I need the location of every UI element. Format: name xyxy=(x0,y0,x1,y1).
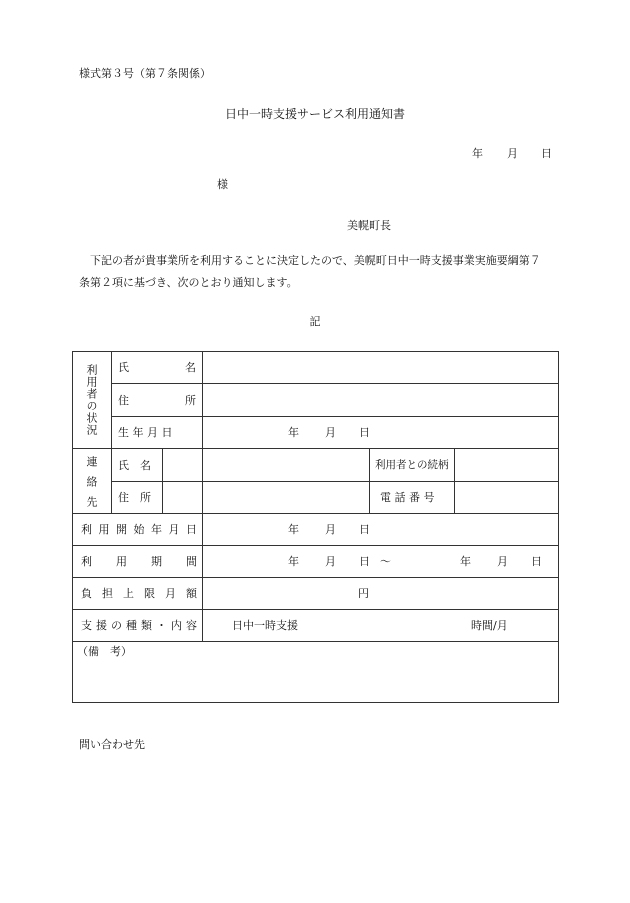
document-title: 日中一時支援サービス利用通知書 xyxy=(224,107,405,121)
notification-form-table xyxy=(72,351,559,703)
addressee-suffix: 様 xyxy=(217,178,228,191)
address-label: 住 所 xyxy=(118,394,196,407)
start-day: 日 xyxy=(359,523,370,536)
issuer: 美幌町長 xyxy=(347,219,391,232)
name-label: 氏 名 xyxy=(118,361,196,374)
period-end-month: 月 xyxy=(497,555,508,568)
period-start-month: 月 xyxy=(325,555,336,568)
row-line xyxy=(111,383,558,384)
support-type-label: 支援の種類・内容 xyxy=(81,619,197,632)
ki-heading: 記 xyxy=(309,315,321,328)
body-text-line-1: 下記の者が貴事業所を利用することに決定したので、美幌町日中一時支援事業実施要綱第７ xyxy=(90,254,541,267)
row-line xyxy=(73,513,558,514)
date-month-label: 月 xyxy=(507,147,518,160)
usage-period-label: 利 用 期 間 xyxy=(81,555,197,568)
support-type-value: 日中一時支援 xyxy=(232,619,298,632)
period-end-day: 日 xyxy=(531,555,542,568)
remarks-label: （備 考） xyxy=(77,645,132,658)
inquiry-label: 問い合わせ先 xyxy=(79,738,145,751)
user-status-group-label: 利用者の状況 xyxy=(85,364,98,436)
period-tilde: ～ xyxy=(380,555,391,568)
start-year: 年 xyxy=(288,523,299,536)
col-line xyxy=(454,448,455,513)
phone-label: 電 話 番 号 xyxy=(380,491,435,504)
row-line xyxy=(111,416,558,417)
burden-limit-label: 負担上限月額 xyxy=(81,587,197,600)
row-line xyxy=(73,545,558,546)
col-line xyxy=(369,448,370,513)
birth-month: 月 xyxy=(325,426,336,439)
birthdate-label: 生 年 月 日 xyxy=(118,426,173,439)
birth-year: 年 xyxy=(288,426,299,439)
hours-unit: 時間/月 xyxy=(471,619,508,632)
row-line xyxy=(73,448,558,449)
row-line xyxy=(73,641,558,642)
contact-name-label: 氏 名 xyxy=(118,459,151,472)
contact-address-label: 住 所 xyxy=(118,491,151,504)
yen-unit: 円 xyxy=(358,587,369,600)
period-start-year: 年 xyxy=(288,555,299,568)
row-line xyxy=(111,481,558,482)
birth-day: 日 xyxy=(359,426,370,439)
row-line xyxy=(73,577,558,578)
col-line xyxy=(202,352,203,641)
start-month: 月 xyxy=(325,523,336,536)
start-date-label: 利用開始年月日 xyxy=(81,523,197,536)
contact-group-label: 連絡先 xyxy=(85,456,98,516)
date-year-label: 年 xyxy=(472,147,483,160)
date-day-label: 日 xyxy=(541,147,552,160)
relationship-label: 利用者との続柄 xyxy=(375,459,449,471)
body-text-line-2: 条第２項に基づき、次のとおり通知します。 xyxy=(79,276,298,289)
period-start-day: 日 xyxy=(359,555,370,568)
col-line xyxy=(162,448,163,513)
period-end-year: 年 xyxy=(460,555,471,568)
col-line xyxy=(111,352,112,513)
row-line xyxy=(73,609,558,610)
form-number: 様式第３号（第７条関係） xyxy=(79,67,211,80)
